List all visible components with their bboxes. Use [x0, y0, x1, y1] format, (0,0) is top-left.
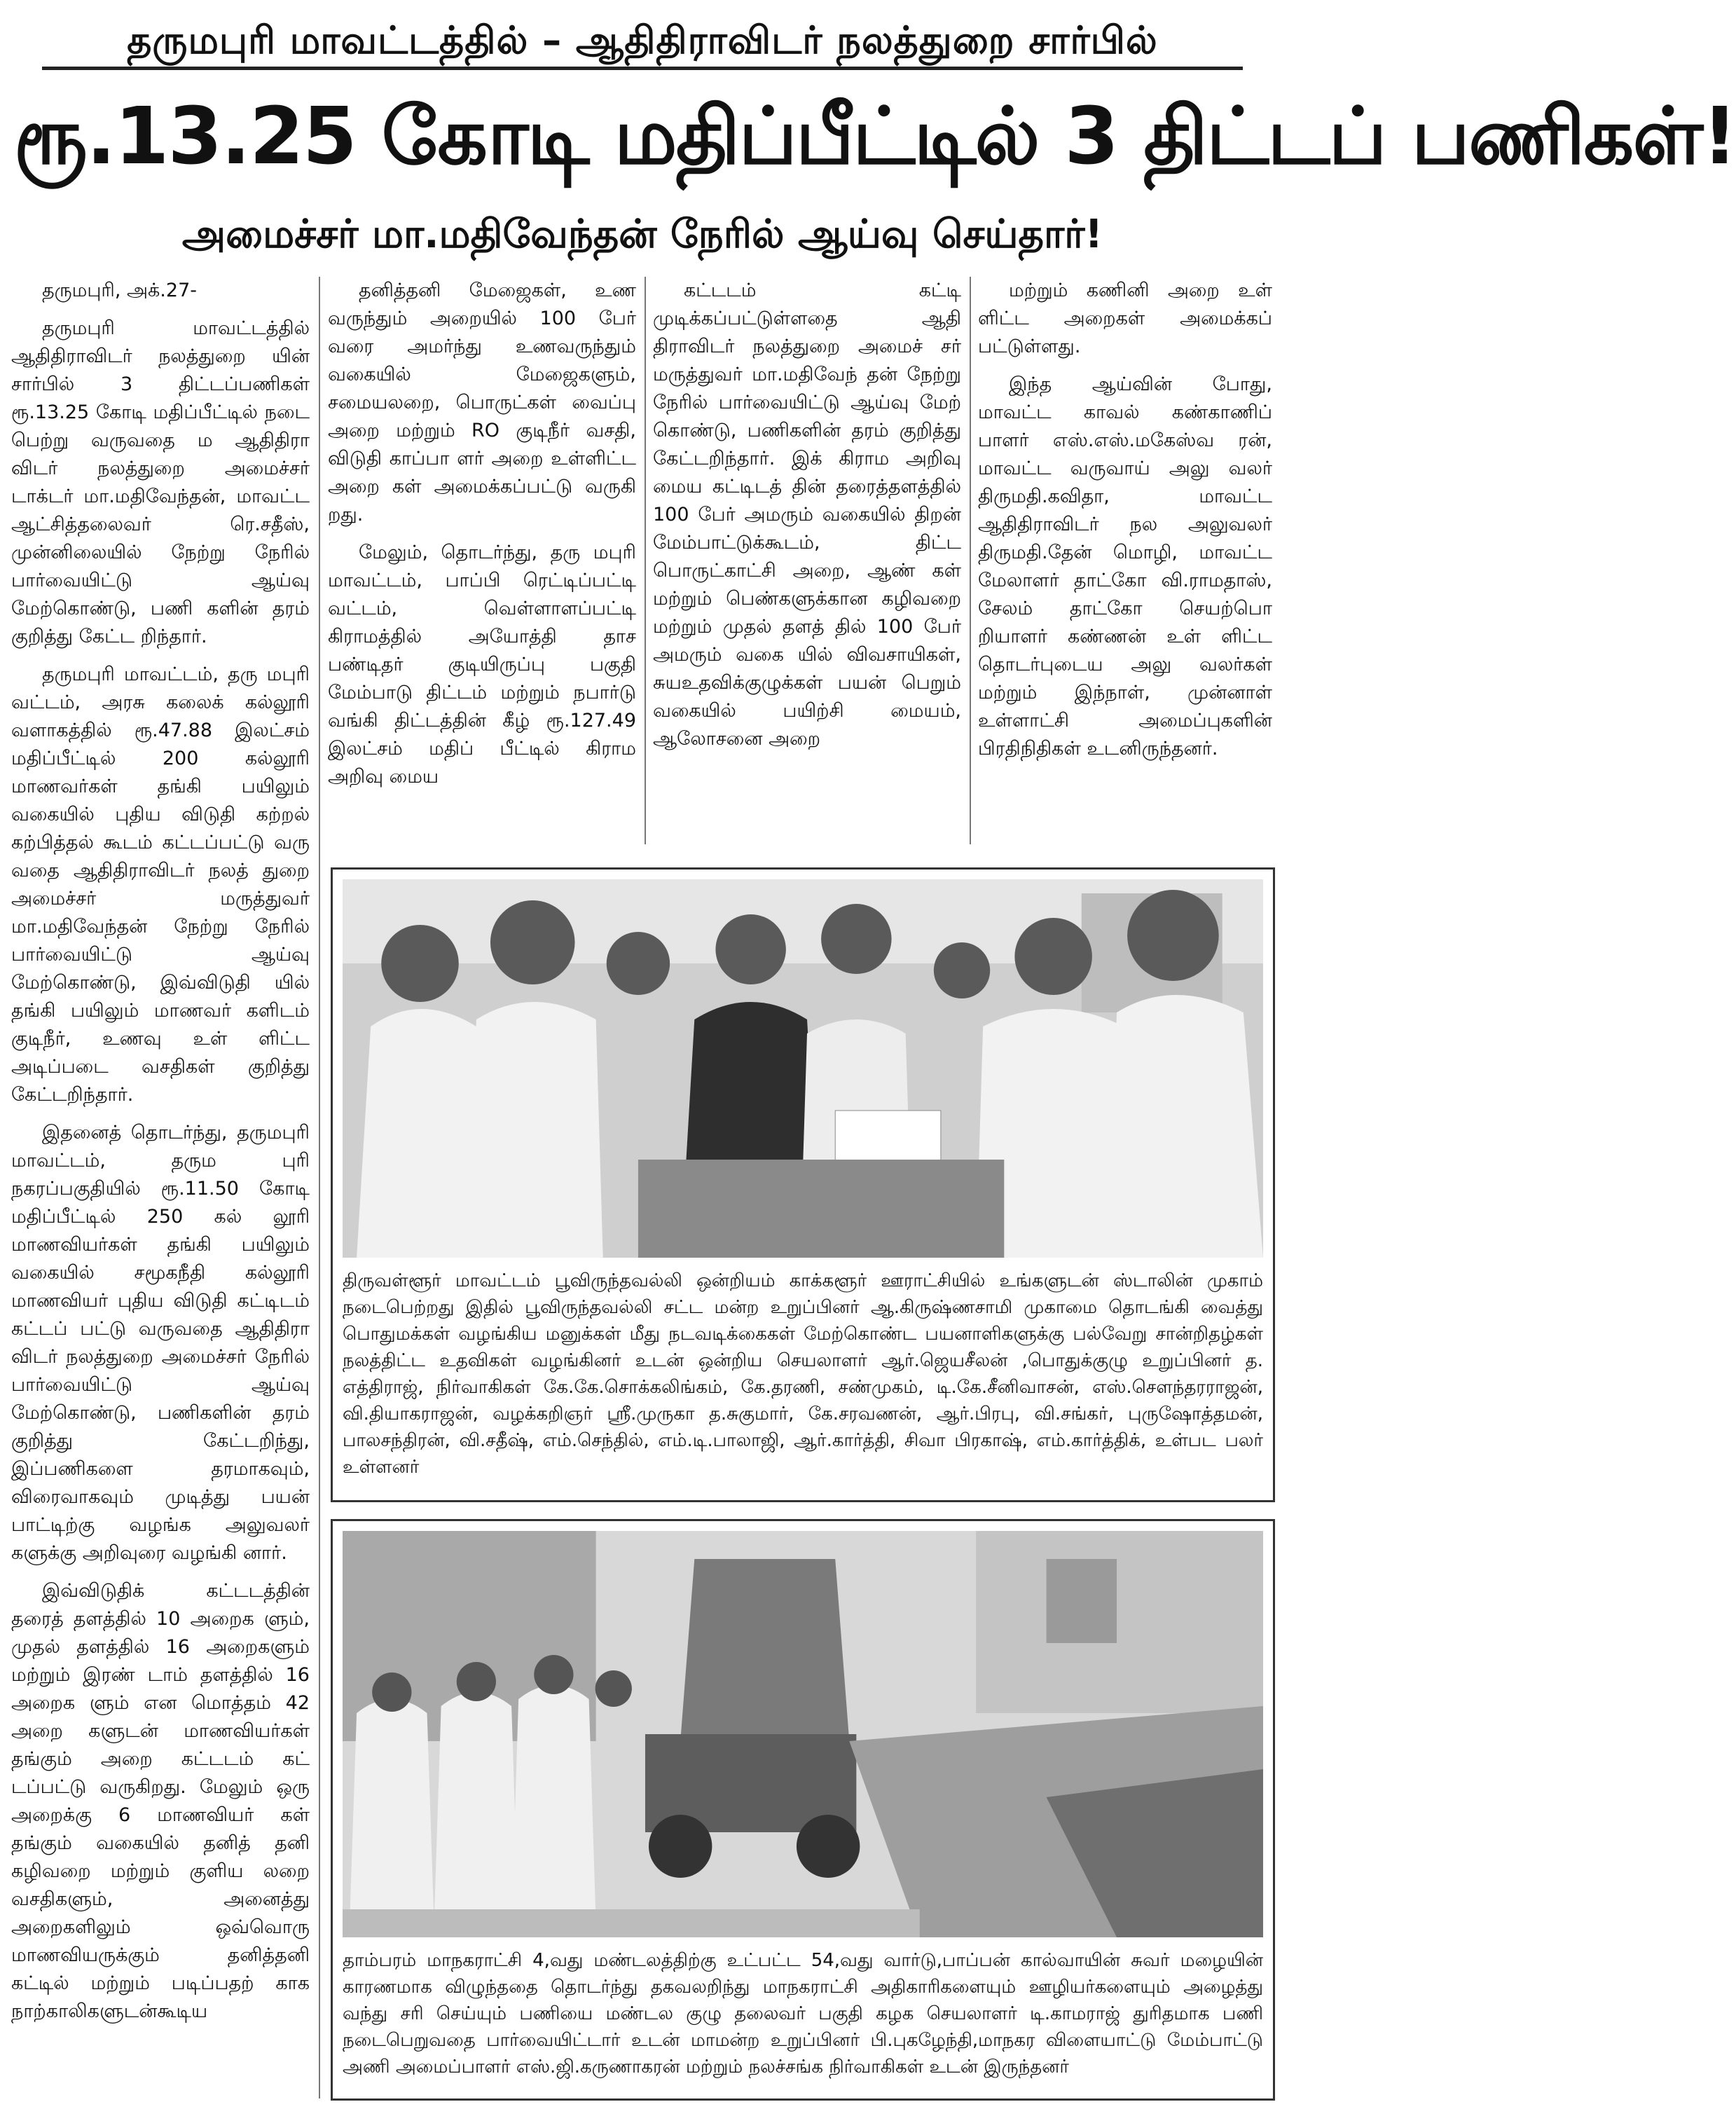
paragraph: மற்றும் கணினி அறை உள் ளிட்ட அறைகள் அமைக்கப் பட்டுள்ளது.	[978, 280, 1272, 357]
photo-box-canal	[331, 1519, 1275, 2101]
camp-photo	[343, 879, 1263, 1258]
paragraph: கட்டடம் கட்டி முடிக்கப்பட்டுள்ளதை ஆதி திராவிடர் நலத்துறை அமைச் சர் மருத்துவர் மா.மதிவேந் தன் நேற்று நேரில் பார்வையிட்டு ஆய்வு மேற் கொண்டு, பணிகளின் தரம் குறித்து கேட்டறிந்தார். இக் கிராம அறிவு மைய கட்டிடத் தின் தரைத்தளத்தில் 100 பேர் அமரும் வகையில் திறன் மேம்பாட்டுக்கூடம், திட்ட பொருட்காட்சி அறை, ஆண் கள் மற்றும் பெண்களுக்கான கழிவறை மற்றும் முதல் தளத் தில் 100 பேர் அமரும் வகை யில் விவசாயிகள், சுயஉதவிக்குழுக்கள் பயன் பெறும் வகையில் பயிற்சி மையம், ஆலோசனை அறை	[653, 280, 961, 750]
article-column-4	[978, 277, 1272, 844]
article-column-1	[11, 277, 310, 2098]
column-divider	[970, 277, 971, 844]
paragraph: தருமபுரி மாவட்டம், தரு மபுரி வட்டம், அரசு கலைக் கல்லூரி வளாகத்தில் ரூ.47.88 இலட்சம் மதிப்பீட்டில் 200 கல்லூரி மாணவர்கள் தங்கி பயிலும் வகையில் புதிய விடுதி கற்றல் கற்பித்தல் கூடம் கட்டப்பட்டு வரு வதை ஆதிதிராவிடர் நலத் துறை அமைச்சர் மருத்துவர் மா.மதிவேந்தன் நேற்று நேரில் பார்வையிட்டு ஆய்வு மேற்கொண்டு, இவ்விடுதி யில் தங்கி பயிலும் மாணவர் களிடம் குடிநீர், உணவு உள் ளிட்ட அடிப்படை வசதிகள் குறித்து கேட்டறிந்தார்.	[11, 664, 310, 1106]
article-column-3	[653, 277, 961, 844]
canal-photo-image	[343, 1531, 1263, 1937]
article-column-2	[328, 277, 636, 844]
camp-photo-image	[343, 879, 1263, 1258]
paragraph: இவ்விடுதிக் கட்டடத்தின் தரைத் தளத்தில் 10 அறைக ளும், முதல் தளத்தில் 16 அறைகளும் மற்றும் இரண் டாம் தளத்தில் 16 அறைக ளும் என மொத்தம் 42 அறை களுடன் மாணவியர்கள் தங்கும் அறை கட்டடம் கட் டப்பட்டு வருகிறது. மேலும் ஒரு அறைக்கு 6 மாணவியர் கள் தங்கும் வகையில் தனித் தனி கழிவறை மற்றும் குளிய லறை வசதிகளும், அனைத்து அறைகளிலும் ஒவ்வொரு மாணவியருக்கும் தனித்தனி கட்டில் மற்றும் படிப்பதற் காக நாற்காலிகளுடன்கூடிய	[11, 1580, 310, 2022]
paragraph: இதனைத் தொடர்ந்து, தருமபுரி மாவட்டம், தரும புரி நகரப்பகுதியில் ரூ.11.50 கோடி மதிப்பீட்டில் 250 கல் லூரி மாணவியர்கள் தங்கி பயிலும் வகையில் சமூகநீதி கல்லூரி மாணவியர் புதிய விடுதி கட்டிடம் கட்டப் பட்டு வருவதை ஆதிதிரா விடர் நலத்துறை அமைச்சர் நேரில் பார்வையிட்டு ஆய்வு மேற்கொண்டு, பணிகளின் தரம் குறித்து கேட்டறிந்து, இப்பணிகளை தரமாகவும், விரைவாகவும் முடித்து பயன் பாட்டிற்கு வழங்க அலுவலர் களுக்கு அறிவுரை வழங்கி னார்.	[11, 1122, 310, 1564]
photo-box-camp	[331, 867, 1275, 1502]
column-divider	[645, 277, 646, 844]
column-divider	[319, 277, 320, 2098]
kicker-line: தருமபுரி மாவட்டத்தில் – ஆதிதிராவிடர் நலத்துறை சார்பில்	[42, 14, 1243, 70]
dateline: தருமபுரி, அக்.27-	[42, 280, 197, 301]
canal-photo-caption: தாம்பரம் மாநகராட்சி 4,வது மண்டலத்திற்கு உட்பட்ட 54,வது வார்டு,பாப்பன் கால்வாயின் சுவர் மழையின் காரணமாக விழுந்ததை தொடர்ந்து தகவலறிந்து மாநகராட்சி அதிகாரிகளையும் ஊழியர்களையும் அழைத்து வந்து சரி செய்யும் பணியை மண்டல குழு தலைவர் பகுதி கழக செயலாளர் டி.காமராஜ் துரிதமாக பணி நடைபெறுவதை பார்வையிட்டார் உடன் மாமன்ற உறுப்பினர் பி.புகழேந்தி,மாநகர விளையாட்டு மேம்பாட்டு அணி அமைப்பாளர் எஸ்.ஜி.கருணாகரன் மற்றும் நலச்சங்க நிர்வாகிகள் உடன் இருந்தனர்	[343, 1950, 1263, 2077]
paragraph: மேலும், தொடர்ந்து, தரு மபுரி மாவட்டம், பாப்பி ரெட்டிப்பட்டி வட்டம், வெள்ளாளப்பட்டி கிராமத்தில் அயோத்தி தாச பண்டிதர் குடியிருப்பு பகுதி மேம்பாடு திட்டம் மற்றும் நபார்டு வங்கி திட்டத்தின் கீழ் ரூ.127.49 இலட்சம் மதிப் பீட்டில் கிராம அறிவு மைய	[328, 542, 636, 788]
paragraph: இந்த ஆய்வின் போது, மாவட்ட காவல் கண்காணிப் பாளர் எஸ்.எஸ்.மகேஸ்வ ரன், மாவட்ட வருவாய் அலு வலர் திருமதி.கவிதா, மாவட்ட ஆதிதிராவிடர் நல அலுவலர் திருமதி.தேன் மொழி, மாவட்ட மேலாளர் தாட்கோ வி.ராமதாஸ், சேலம் தாட்கோ செயற்பொ றியாளர் கண்ணன் உள் ளிட்ட தொடர்புடைய அலு வலர்கள் மற்றும் இந்நாள், முன்னாள் உள்ளாட்சி அமைப்புகளின் பிரதிநிதிகள் உடனிருந்தனர்.	[978, 373, 1272, 760]
canal-photo	[343, 1531, 1263, 1937]
paragraph: தருமபுரி மாவட்டத்தில் ஆதிதிராவிடர் நலத்துறை யின் சார்பில் 3 திட்டப்பணிகள் ரூ.13.25 கோடி மதிப்பீட்டில் நடை பெற்று வருவதை ம ஆதிதிரா விடர் நலத்துறை அமைச்சர் டாக்டர் மா.மதிவேந்தன், மாவட்ட ஆட்சித்தலைவர் ரெ.சதீஸ், முன்னிலையில் நேற்று நேரில் பார்வையிட்டு ஆய்வு மேற்கொண்டு, பணி களின் தரம் குறித்து கேட்ட றிந்தார்.	[11, 317, 310, 647]
camp-photo-caption: திருவள்ளூர் மாவட்டம் பூவிருந்தவல்லி ஒன்றியம் காக்களூர் ஊராட்சியில் உங்களுடன் ஸ்டாலின் முகாம் நடைபெற்றது இதில் பூவிருந்தவல்லி சட்ட மன்ற உறுப்பினர் ஆ.கிருஷ்ணசாமி முகாமை தொடங்கி வைத்து பொதுமக்கள் வழங்கிய மனுக்கள் மீது நடவடிக்கைகள் மேற்கொண்ட பயனாளிகளுக்கு பல்வேறு சான்றிதழ்கள் நலத்திட்ட உதவிகள் வழங்கினர் உடன் ஒன்றிய செயலாளர் ஆர்.ஜெயசீலன் ,பொதுக்குழு உறுப்பினர் த. எத்திராஜ், நிர்வாகிகள் கே.கே.சொக்கலிங்கம், கே.தரணி, சண்முகம், டி.கே.சீனிவாசன், எஸ்.சௌந்தரராஜன், வி.தியாகராஜன், வழக்கறிஞர் ஸ்ரீ.முருகா த.சுகுமார், கே.சரவணன், ஆர்.பிரபு, வி.சங்கர், புருஷோத்தமன், பாலசந்திரன், வி.சதீஷ், எம்.செந்தில், எம்.டி.பாலாஜி, ஆர்.கார்த்தி, சிவா பிரகாஷ், எம்.கார்த்திக், உள்பட பலர் உள்ளனர்	[343, 1270, 1263, 1478]
paragraph: தனித்தனி மேஜைகள், உண வருந்தும் அறையில் 100 பேர் வரை அமர்ந்து உணவருந்தும் வகையில் மேஜைகளும், சமையலறை, பொருட்கள் வைப்பு அறை மற்றும் RO குடிநீர் வசதி, விடுதி காப்பா ளர் அறை உள்ளிட்ட அறை கள் அமைக்கப்பட்டு வருகி றது.	[328, 280, 636, 525]
sub-headline: அமைச்சர் மா.மதிவேந்தன் நேரில் ஆய்வு செய்தார்!	[181, 212, 1103, 257]
main-headline: ரூ.13.25 கோடி மதிப்பீட்டில் 3 திட்டப் பணிகள்!	[14, 91, 1736, 182]
